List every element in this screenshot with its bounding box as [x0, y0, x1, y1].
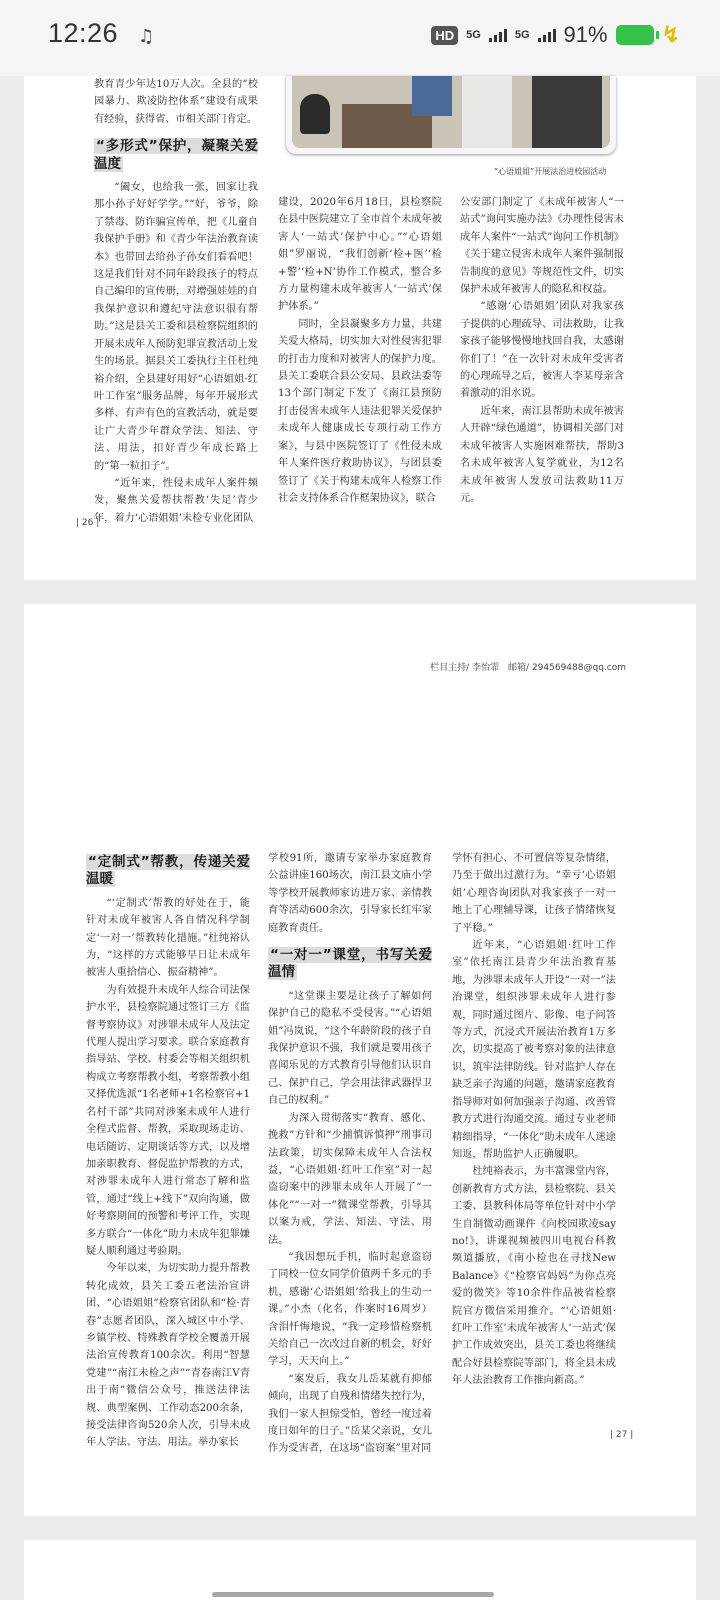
paragraph: “阖女，也给我一张，回家让我那小孙子好好学学。”“好，爷爷，除了禁毒、防诈骗宣传单，把《儿童自我保护手册》和《青少年法治教育读本》也带回去给孙子孙女们看看吧！这是我们针对不同年龄段孩子的特点自己编印的宣传册，对增强娃娃的自我保护意识和遵纪守法意识很有帮助。”这是县关工委和县检察院组织的开展未成年人预防犯罪宣教活动上发生的场景。据县关工委执行主任杜纯裕介绍，全县建好用好“心语姐姐·红叶工作室”服务品牌，每年开展形式多样、有声有色的宣教活动，就是要让广大青少年群众学法、知法、守法、用法，扣好青少年成长路上的“第一粒扣子”。	[94, 182, 258, 472]
article-column-2	[278, 194, 442, 507]
section-heading: “多形式”保护，凝聚关爱温度	[94, 138, 258, 172]
article-column-1	[86, 850, 250, 1452]
signal-icon-2	[538, 28, 556, 42]
page-number: | 27 |	[610, 1430, 634, 1440]
paragraph: “案发后，我女儿岳某就有抑郁倾向，出现了自残和情绪失控行为，我们一家人担惊受怕，曾经一度过着度日如年的日子。”岳某父亲说，女儿作为受害者，在这场“盗窃案”里对同	[268, 1373, 432, 1455]
section-heading: “一对一”课堂，书写关爱温情	[268, 947, 432, 981]
battery-percent: 91%	[563, 22, 608, 47]
paragraph: 为深入贯彻落实“教育、感化、挽救”方针和“少捕慎诉慎押”刑事司法政策，切实保障未成年人合法权益，“心语姐姐·红叶工作室”对一起盗窃案中的涉罪未成年人开展了“一体化”“一对一”微课堂帮教，引导其以案为戒，学法、知法、守法、用法。	[268, 1112, 432, 1246]
magazine-page-next[interactable]	[24, 1540, 696, 1600]
photo-caption: “心语姐姐”开展法治进校园活动	[494, 167, 607, 176]
section-heading: “定制式”帮教，传递关爱温暖	[86, 854, 250, 888]
battery-icon	[616, 25, 654, 45]
magazine-page-27[interactable]	[24, 604, 696, 1516]
paragraph: 近年来，“心语姐姐·红叶工作室”依托南江县青少年法治教育基地，为涉罪未成年人开设“一对一”法治课堂，组织涉罪未成年人进行参观，同时通过图片、影像、电子问答等方式，沉浸式开展法治教育1万多次，切实提高了被考察对象的法律意识，筑牢法律防线。针对监护人存在缺乏亲子沟通的问题，邀请家庭教育指导师对如何加强亲子沟通、改善管教方式进行沟通交流。通过专业老师精细指导，“一体化”助未成年人迷途知返，帮助监护人正确履职。	[452, 940, 616, 1160]
notification-icon: ♫	[138, 26, 155, 47]
paragraph: 今年以来，为切实助力提升帮教转化成效，县关工委五老法治宣讲团、“心语姐姐”检察官团队和“检·青春”志愿者团队，深入城区中小学、乡镇学校、特殊教育学校全覆盖开展法治宣传教育100余次。利用“智慧党建”“南江未检之声”“青春南江V青出于南”微信公众号，推送法律法规、典型案例、工作动态200余条，接受法律咨询520余人次，引导未成年人学法、守法、用法。举办家长	[86, 1263, 250, 1449]
paragraph: 杜纯裕表示，为丰富课堂内容，创新教育方式方法，县检察院、县关工委、县教科体局等单位针对中小学生自制微动画课件《向校园欺凌say no!》，讲课视频被四川电视台科教频道播放，《南小检也在寻找New Balance》《“检察官妈妈”为你点亮爱的微笑》等10余件作品被省检察院官方微信采用推介。“‘心语姐姐·红叶工作室’未成年被害人‘一站式’保护工作成效突出，县关工委也将继续配合好县检察院等部门，将全县未成年人法治教育工作推向新高。”	[452, 1166, 616, 1387]
charging-icon: ↯	[661, 22, 680, 47]
home-indicator[interactable]	[212, 1592, 494, 1597]
paragraph: 学怀有担心、不可置信等复杂情绪，乃至于做出过激行为。“幸亏‘心语姐姐’心理咨询团队对我家孩子一对一地上了心理辅导课，让孩子情绪恢复了平稳。”	[452, 853, 616, 934]
network-5g-icon-2: 5G	[514, 29, 530, 41]
paragraph: “我因想玩手机，临时起意盗窃了同校一位女同学价值两千多元的手机，感谢‘心语姐姐’给我上的生动一课。”小杰（化名，作案时16周岁）含泪忏悔地说，“我一定珍惜检察机关给自己一次改过自新的机会，好好学习，天天向上。”	[268, 1251, 432, 1368]
paragraph: 为有效提升未成年人综合司法保护水平，县检察院通过签订三方《监督考察协议》对涉罪未成年人及法定代理人提出学习要求。联合家庭教育指导站、学校、村委会等相关组织机构成立考察帮教小组，考察帮教小组又择优选派“1名老师+1名检察官+1名村干部”共同对涉案未成年人进行全程式监督、帮教，采取现场走访、电话随访、定期谈话等方式，以及增加亲职教育、督促监护帮教的方式，对涉罪未成年人进行常态了解和监管，通过“线上+线下”双向沟通，做好考察期间的预警和考评工作，实现多方联合“一体化”助力未成年犯罪嫌疑人顺利通过考验期。	[86, 984, 250, 1257]
status-icons	[431, 22, 680, 48]
network-5g-icon: 5G	[466, 29, 481, 41]
page-number: | 26 |	[76, 518, 100, 528]
column-editor-line: 栏目主持/ 李怡霏 邮箱/ 294569488@qq.com	[430, 663, 626, 673]
status-bar	[0, 0, 720, 76]
paragraph: “这堂课主要是让孩子了解如何保护自己的隐私不受侵害。”“心语姐姐”冯岚说，“这个年龄阶段的孩子自我保护意识不强，我们就是要用孩子喜闻乐见的方式教育引导他们认识自己、保护自己，学会用法律武器捍卫自己的权利。”	[268, 990, 432, 1107]
article-column-1	[94, 76, 258, 527]
paragraph: “感谢‘心语姐姐’团队对我家孩子提供的心理疏导、司法救助，让我家孩子能够慢慢地找回自我，太感谢你们了！”在一次针对未成年受害者的心理疏导之后，被害人李某母亲含着激动的泪水说。	[460, 301, 624, 400]
paragraph: 同时，全县凝聚多方力量，共建关爱大格局，切实加大对性侵害犯罪的打击力度和对被害人的保护力度。县关工委联合县公安局、县政法委等13个部门制定下发了《南江县预防打击侵害未成年人违法犯罪关爱保护未成年人健康成长专项行动工作方案》，与县中医院签订了《性侵未成年人案件医疗救助协议》，与团县委签订了《关于构建未成年人检察工作社会支持体系合作框架协议》，联合	[278, 318, 442, 504]
article-column-2	[268, 850, 432, 1458]
article-column-3	[460, 194, 624, 507]
article-column-3	[452, 850, 616, 1390]
paragraph: “‘定制式’帮教的好处在于，能针对未成年被害人各自情况科学制定‘一对一’帮教转化措施。”杜纯裕认为，“这样的方式能够早日让未成年被害人重拾信心、振奋精神”。	[86, 897, 250, 979]
magazine-page-26[interactable]	[24, 76, 696, 580]
paragraph: 建设，2020年6月18日，县检察院在县中医院建立了全市首个未成年被害人‘一站式’保护中心。”“心语姐姐”罗丽说，“我们创新‘检+医’‘检+警’‘检+N’协作工作模式，整合多方力量构建未成年被害人‘一站式’保护体系。”	[278, 197, 442, 313]
paragraph: 学校91所，邀请专家举办家庭教育公益讲座160场次，南江县文庙小学等学校开展教师家访进万家、亲情教育等活动600余次，引导家长红牢家庭教育责任。	[268, 853, 432, 934]
paragraph: “近年来，性侵未成年人案件频发，聚焦关爱帮扶帮教‘失足’青少年，着力‘心语姐姐’未检专业化团队	[94, 477, 258, 524]
hd-voice-icon: HD	[431, 26, 458, 45]
paragraph: 教育青少年达10万人次。全县的“校园暴力、欺凌防控体系”建设有成果有经验，获得省、市相关部门肯定。	[94, 79, 258, 125]
paragraph: 公安部门制定了《未成年被害人“一站式”询问实施办法》《办理性侵害未成年人案件“一站式”询问工作机制》《关于建立侵害未成年人案件强制报告制度的意见》等规范性文件，切实保护未成年被害人的隐私和权益。	[460, 197, 624, 296]
paragraph: 近年来，南江县帮助未成年被害人开辟“绿色通道”，协调相关部门对未成年被害人实施困难帮扶，帮助3名未成年被害人复学就业，为12名未成年被害人发放司法救助11万元。	[460, 405, 624, 504]
signal-icon	[489, 28, 507, 42]
article-photo	[286, 76, 616, 154]
clock: 12:26	[48, 18, 119, 48]
